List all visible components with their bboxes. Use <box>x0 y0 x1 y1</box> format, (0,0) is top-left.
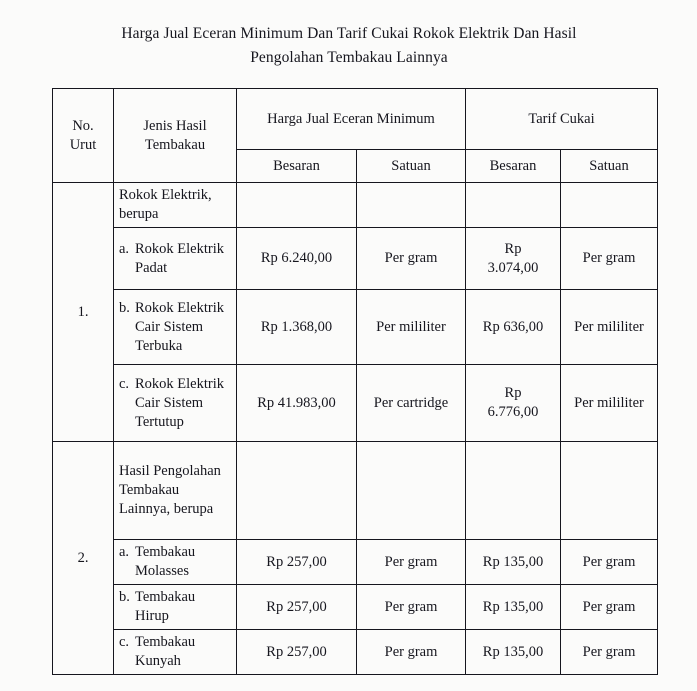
column-header-harga-jual-eceran-minimum: Harga Jual Eceran Minimum <box>237 89 466 150</box>
group-label-cell-1: Rokok Elektrik, berupa <box>114 183 237 228</box>
row-number-cell-1: 1. <box>53 183 114 442</box>
harga-besaran-line-1: Rp 6.240,00 <box>260 250 333 266</box>
item-name-cell <box>114 540 237 585</box>
column-header-tarif-besaran: Besaran <box>466 150 561 183</box>
harga-besaran-line-1: Rp 1.368,00 <box>260 318 333 335</box>
harga-besaran-cell: Rp 257,00 <box>237 585 357 630</box>
table-row <box>53 183 658 228</box>
tarif-besaran-cell <box>466 365 561 442</box>
row-number-cell-2: 2. <box>53 442 114 675</box>
tarif-satuan-cell: Per gram <box>561 630 658 675</box>
empty-cell <box>357 442 466 540</box>
column-header-no-urut <box>53 89 114 183</box>
empty-cell <box>237 442 357 540</box>
table-row <box>53 228 658 290</box>
item-letter: b. <box>119 589 130 605</box>
item-label: Rokok Elektrik Padat <box>135 240 225 276</box>
column-header-no-urut-line-2: Urut <box>69 136 97 153</box>
tarif-besaran-line-1: Rp <box>504 240 522 257</box>
item-name-cell <box>114 365 237 442</box>
tarif-besaran-cell <box>466 290 561 365</box>
tarif-besaran-line-1: Rp <box>504 385 522 401</box>
column-header-harga-satuan: Satuan <box>357 150 466 183</box>
table-row <box>53 630 658 675</box>
empty-cell <box>466 183 561 228</box>
table-row <box>53 365 658 442</box>
empty-cell <box>466 442 561 540</box>
tarif-besaran-cell <box>466 228 561 290</box>
tarif-besaran-line-2: 3.074,00 <box>487 259 539 276</box>
item-name-cell <box>114 290 237 365</box>
item-letter: a. <box>119 240 130 257</box>
empty-cell <box>561 183 658 228</box>
empty-cell <box>357 183 466 228</box>
harga-satuan-cell: Per gram <box>357 228 466 290</box>
column-header-no-urut-line-1: No. <box>72 117 94 134</box>
table-row <box>53 442 658 540</box>
item-letter: c. <box>119 375 130 392</box>
tarif-besaran-cell: Rp 135,00 <box>466 630 561 675</box>
item-letter: c. <box>119 634 130 650</box>
column-header-tarif-satuan: Satuan <box>561 150 658 183</box>
item-label: Rokok Elektrik Cair Sistem Tertutup <box>135 375 225 430</box>
empty-cell <box>237 183 357 228</box>
tarif-besaran-cell: Rp 135,00 <box>466 540 561 585</box>
table-row <box>53 540 658 585</box>
table-header-row-group <box>53 89 658 150</box>
item-name-cell <box>114 585 237 630</box>
item-label: Rokok Elektrik Cair Sistem Terbuka <box>135 299 225 354</box>
table-header <box>53 89 658 183</box>
harga-satuan-cell: Per gram <box>357 630 466 675</box>
tarif-satuan-cell: Per gram <box>561 228 658 290</box>
item-name-cell <box>114 228 237 290</box>
harga-besaran-cell <box>237 290 357 365</box>
item-label: Tembakau Kunyah <box>135 634 196 669</box>
harga-satuan-cell: Per gram <box>357 540 466 585</box>
table-row <box>53 585 658 630</box>
harga-besaran-cell <box>237 228 357 290</box>
harga-satuan-cell: Per cartridge <box>357 365 466 442</box>
tarif-besaran-line-1: Rp 636,00 <box>482 318 544 335</box>
harga-besaran-cell <box>237 365 357 442</box>
table-row <box>53 290 658 365</box>
group-label-cell-2: Hasil Pengolahan Tembakau Lainnya, berupa <box>114 442 237 540</box>
harga-satuan-cell: Per mililiter <box>357 290 466 365</box>
item-letter: a. <box>119 544 130 560</box>
harga-satuan-cell: Per gram <box>357 585 466 630</box>
excise-rate-table <box>52 88 658 675</box>
page-title <box>60 22 638 70</box>
item-label: Tembakau Molasses <box>135 544 196 579</box>
table-body <box>53 183 658 675</box>
page-title-line-2: Pengolahan Tembakau Lainnya <box>250 49 448 66</box>
page-title-line-1: Harga Jual Eceran Minimum Dan Tarif Cukai Rokok Elektrik Dan Hasil <box>121 25 577 42</box>
empty-cell <box>561 442 658 540</box>
harga-besaran-cell: Rp 257,00 <box>237 540 357 585</box>
tarif-satuan-cell: Per mililiter <box>561 365 658 442</box>
item-letter: b. <box>119 299 130 316</box>
item-name-cell <box>114 630 237 675</box>
column-header-tarif-cukai: Tarif Cukai <box>466 89 658 150</box>
tarif-satuan-cell: Per gram <box>561 540 658 585</box>
tarif-besaran-cell: Rp 135,00 <box>466 585 561 630</box>
column-header-jenis-line-2: Tembakau <box>144 136 206 153</box>
rate-table-container <box>52 88 657 675</box>
tarif-besaran-line-2: 6.776,00 <box>487 404 539 420</box>
item-label: Tembakau Hirup <box>135 589 196 624</box>
tarif-satuan-cell: Per mililiter <box>561 290 658 365</box>
tarif-satuan-cell: Per gram <box>561 585 658 630</box>
harga-besaran-line-1: Rp 41.983,00 <box>257 394 336 411</box>
column-header-harga-besaran: Besaran <box>237 150 357 183</box>
harga-besaran-cell: Rp 257,00 <box>237 630 357 675</box>
column-header-jenis-line-1: Jenis Hasil <box>143 117 207 134</box>
column-header-jenis-hasil-tembakau <box>114 89 237 183</box>
